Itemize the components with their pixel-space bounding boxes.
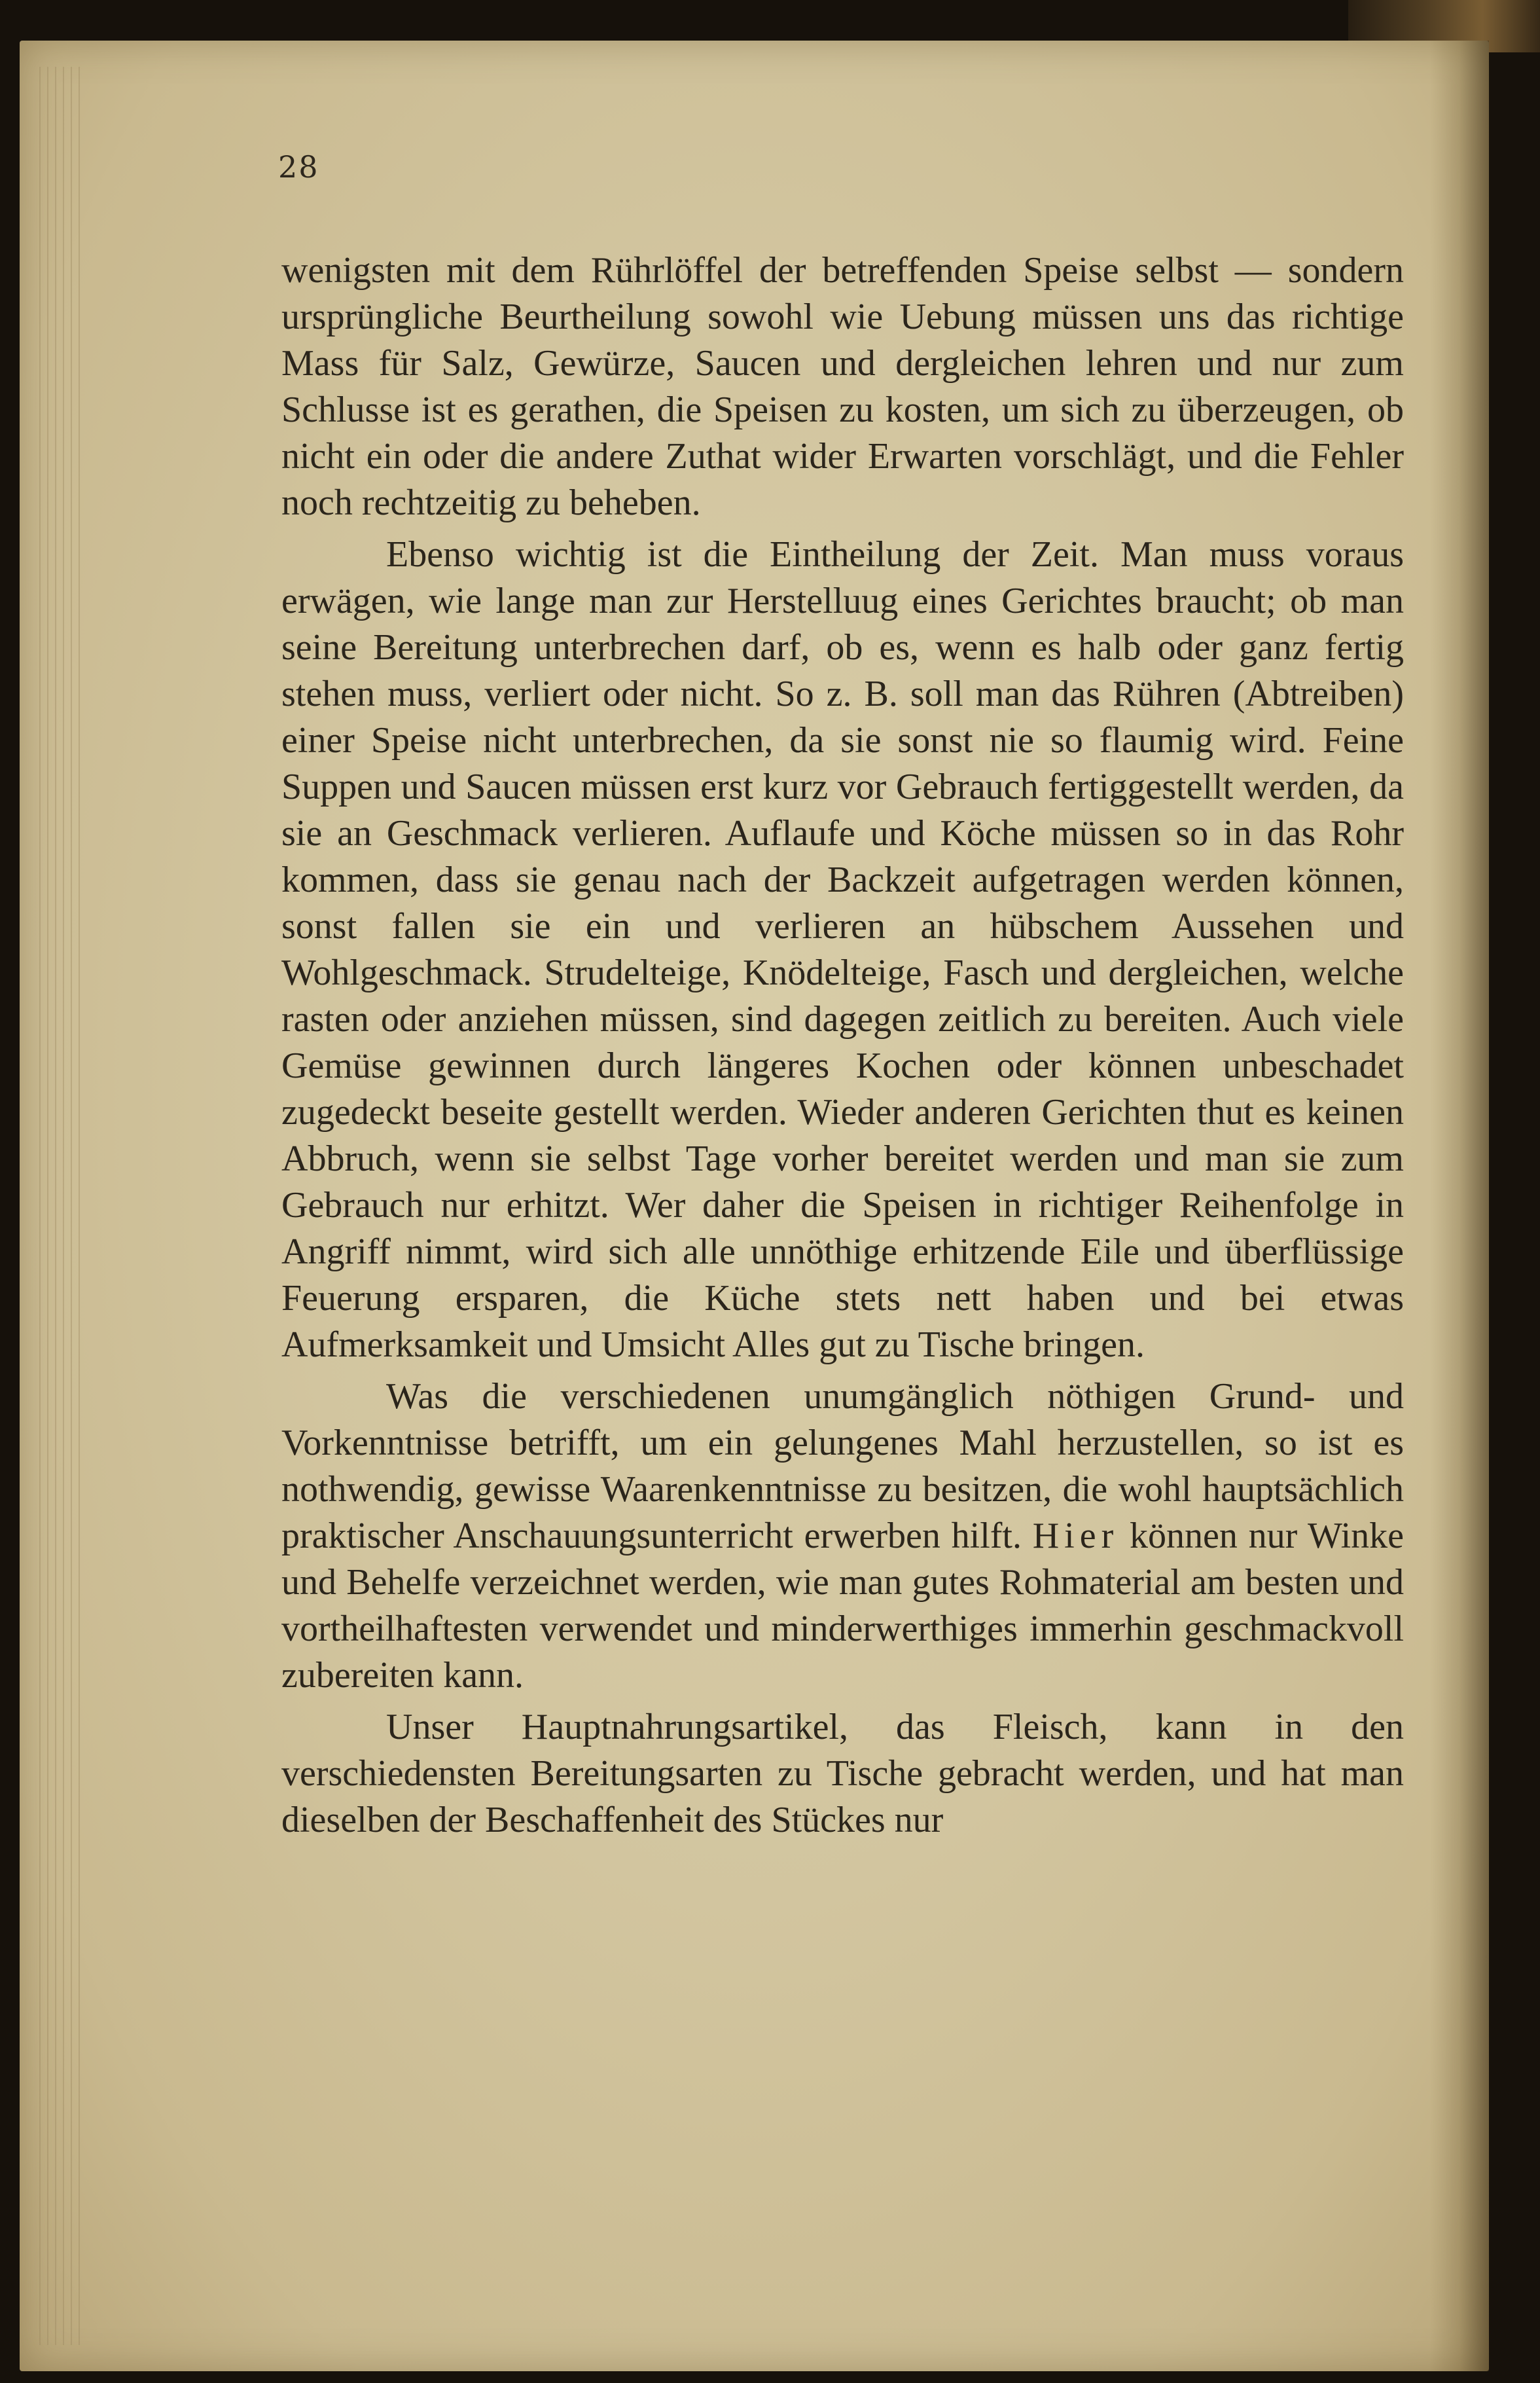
paragraph-3 — [281, 1373, 1404, 1699]
page-edge-stack — [39, 67, 85, 2345]
paragraph-2: Ebenso wichtig ist die Eintheilung der Zeit. Man muss voraus erwägen, wie lange man zur Herstelluug eines Gerichtes braucht; ob man seine Bereitung unterbrechen darf, ob es, wenn es halb oder ganz fertig stehen muss, verliert oder nicht. So z. B. soll man das Rühren (Abtreiben) einer Speise nicht unterbrechen, da sie sonst nie so flaumig wird. Feine Suppen und Saucen müssen erst kurz vor Gebrauch fertiggestellt werden, da sie an Geschmack verlieren. Auflaufe und Köche müssen so in das Rohr kommen, dass sie genau nach der Backzeit aufgetragen werden können, sonst fallen sie ein und verlieren an hübschem Aussehen und Wohlgeschmack. Strudelteige, Knödelteige, Fasch und dergleichen, welche rasten oder anziehen müssen, sind dagegen zeitlich zu bereiten. Auch viele Gemüse gewinnen durch längeres Kochen oder können unbeschadet zugedeckt beseite gestellt werden. Wieder anderen Gerichten thut es keinen Abbruch, wenn sie selbst Tage vorher bereitet werden und man sie zum Gebrauch nur erhitzt. Wer daher die Speisen in richtiger Reihenfolge in Angriff nimmt, wird sich alle unnöthige erhitzende Eile und überflüssige Feuerung ersparen, die Küche stets nett haben und bei etwas Aufmerksamkeit und Umsicht Alles gut zu Tische bringen. — [281, 534, 1404, 1365]
page-number: 28 — [278, 149, 319, 185]
body-text — [281, 247, 1404, 1844]
spaced-emphasis: Hier — [1032, 1516, 1119, 1556]
paragraph-1: wenigsten mit dem Rührlöffel der betreffenden Speise selbst — sondern ursprüngliche Beurtheilung sowohl wie Uebung müssen uns das richtige Mass für Salz, Gewürze, Saucen und dergleichen lehren und nur zum Schlusse ist es gerathen, die Speisen zu kosten, um sich zu überzeugen, ob nicht ein oder die andere Zuthat wider Erwarten vorschlägt, und die Fehler noch rechtzeitig zu beheben. — [281, 250, 1404, 523]
paragraph-3-end: können nur Winke und Behelfe verzeichnet werden, wie man gutes Rohmaterial am besten und vortheilhaftesten verwendet und minderwerthiges immerhin geschmackvoll zubereiten kann. — [281, 1516, 1405, 1696]
paragraph-4: Unser Hauptnahrungsartikel, das Fleisch, kann in den verschiedensten Bereitungsarten zu Tische gebracht werden, und hat man dieselben der Beschaffenheit des Stückes nur — [281, 1707, 1404, 1840]
paragraph-3-start: Was die verschiedenen unumgänglich nöthigen Grund- und Vorkenntnisse betrifft, um ein gelungenes Mahl herzustellen, so ist es nothwendig, gewisse Waarenkenntnisse zu besitzen, die wohl hauptsächlich praktischer Anschauungsunterricht erwerben hilft. — [281, 1376, 1404, 1556]
book-spine-shadow — [1430, 41, 1489, 2371]
